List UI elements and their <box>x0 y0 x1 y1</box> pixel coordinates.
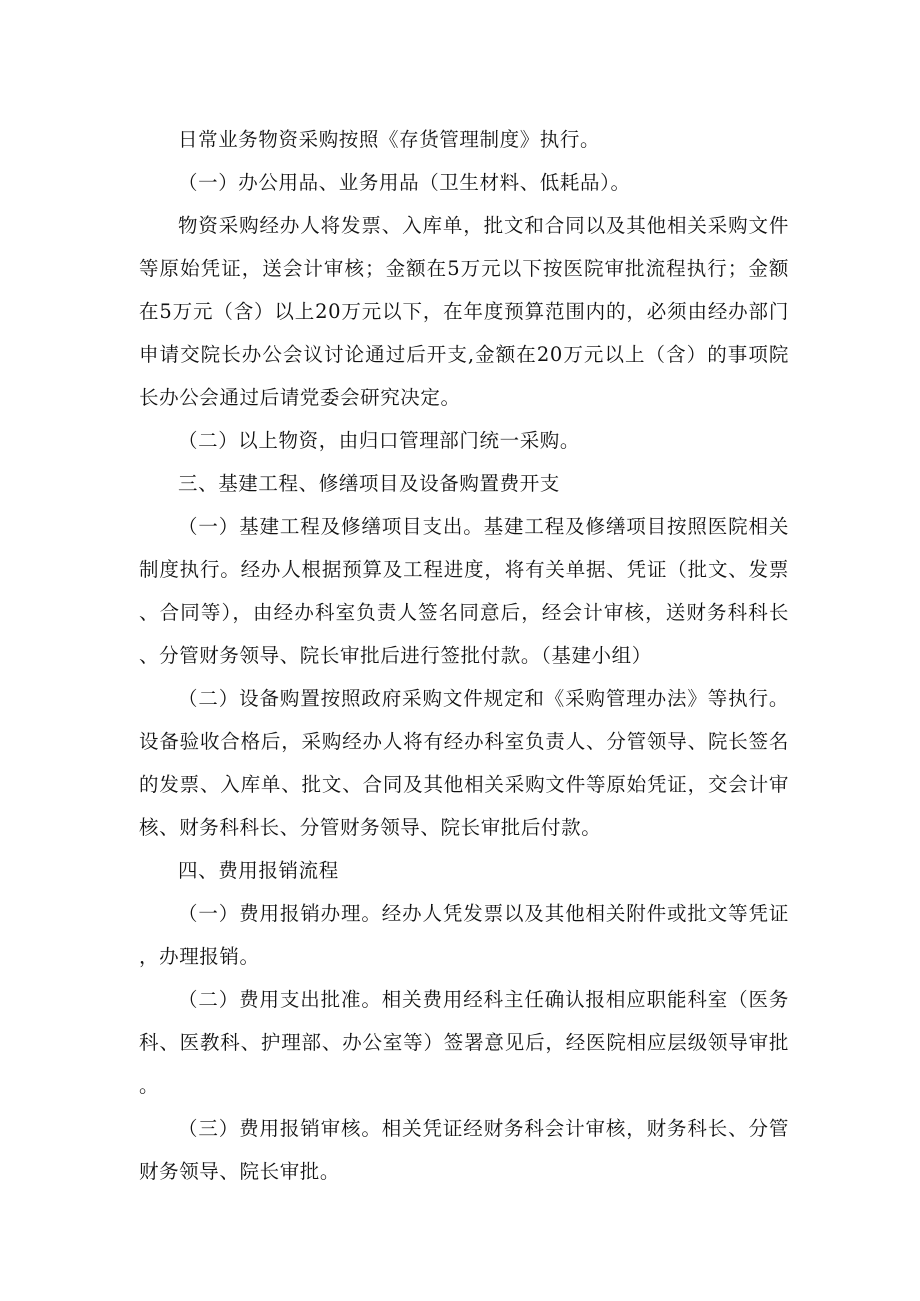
paragraph-equipment-purchase: （二）设备购置按照政府采购文件规定和《采购管理办法》等执行。设备验收合格后，采购经办人将有经办科室负责人、分管领导、院长签名的发票、入库单、批文、合同及其他相关采购文件等原始凭证，交会计审核、财务科科长、分管财务领导、院长审批后付款。 <box>139 687 789 839</box>
paragraph-reimbursement-handling: （一）费用报销办理。经办人凭发票以及其他相关附件或批文等凭证，办理报销。 <box>139 902 789 968</box>
document-body <box>139 118 789 1193</box>
paragraph-reimbursement-review: （三）费用报销审核。相关凭证经财务科会计审核，财务科长、分管财务领导、院长审批。 <box>139 1117 789 1183</box>
paragraph-office-supplies-heading: （一）办公用品、业务用品（卫生材料、低耗品）。 <box>178 171 631 194</box>
section-heading-capital-construction: 三、基建工程、修缮项目及设备购置费开支 <box>178 472 560 495</box>
paragraph-procurement-approval: 物资采购经办人将发票、入库单，批文和合同以及其他相关采购文件等原始凭证，送会计审核；金额在5万元以下按医院审批流程执行；金额在5万元（含）以上20万元以下，在年度预算范围内的，必须由经办部门申请交院长办公会议讨论通过后开支,金额在20万元以上（含）的事项院长办公会通过后请党委会研究决定。 <box>139 214 789 409</box>
paragraph-centralized-purchase: （二）以上物资，由归口管理部门统一采购。 <box>178 429 581 452</box>
section-heading-reimbursement: 四、费用报销流程 <box>178 859 339 882</box>
paragraph-construction-expenditure: （一）基建工程及修缮项目支出。基建工程及修缮项目按照医院相关制度执行。经办人根据预算及工程进度，将有关单据、凭证（批文、发票、合同等），由经办科室负责人签名同意后，经会计审核，送财务科科长、分管财务领导、院长审批后进行签批付款。（基建小组） <box>139 515 789 667</box>
paragraph-inventory-rule: 日常业务物资采购按照《存货管理制度》执行。 <box>178 128 601 151</box>
paragraph-expense-approval: （二）费用支出批准。相关费用经科主任确认报相应职能科室（医务科、医教科、护理部、办公室等）签署意见后，经医院相应层级领导审批。 <box>139 988 789 1097</box>
